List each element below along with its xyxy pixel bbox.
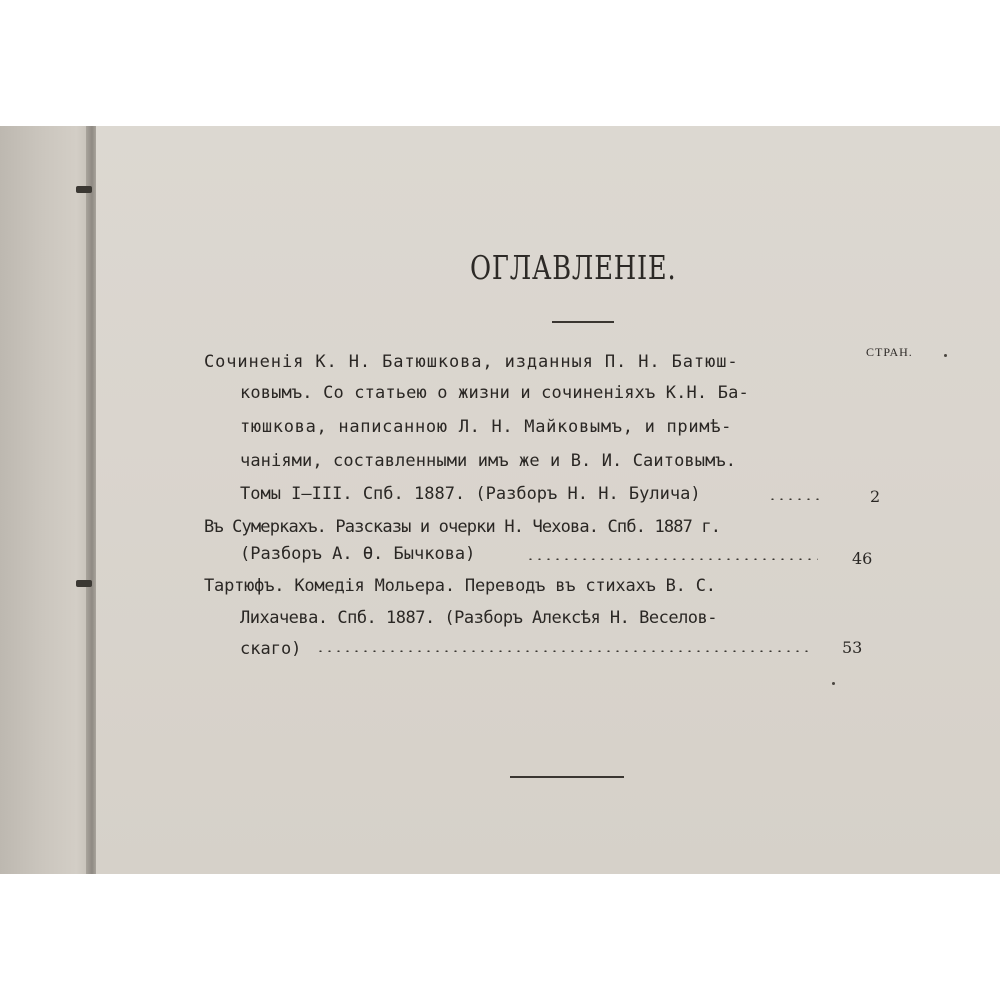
binding-stitch — [76, 186, 92, 193]
paper-speck — [832, 682, 835, 685]
toc-entry-line: Тартюфъ. Комедія Мольера. Переводъ въ стихахъ В. С. — [204, 576, 716, 596]
toc-entry-line: ковымъ. Со статьею о жизни и сочиненіяхъ К.Н. Ба- — [240, 383, 749, 403]
toc-page-number: 53 — [842, 638, 863, 657]
paper-speck — [944, 354, 947, 357]
leader-dots — [316, 650, 812, 652]
left-page-edge — [0, 126, 96, 874]
title-rule — [552, 321, 614, 323]
toc-entry-line: тюшкова, написанною Л. Н. Майковымъ, и примѣ- — [240, 417, 733, 437]
page-title: ОГЛАВЛЕНIЕ. — [470, 248, 677, 287]
leader-dots — [768, 498, 820, 500]
toc-page-number: 2 — [870, 487, 881, 506]
binding-stitch — [76, 580, 92, 587]
toc-entry-line: (Разборъ А. Ѳ. Бычкова) — [240, 544, 476, 564]
toc-entry-line: Лихачева. Спб. 1887. (Разборъ Алексѣя Н. Веселов- — [240, 608, 718, 628]
toc-entry-line: чаніями, составленными имъ же и В. И. Саитовымъ. — [240, 451, 737, 471]
toc-entry-line: Сочиненія К. Н. Батюшкова, изданныя П. Н. Батюш- — [204, 352, 739, 372]
toc-entry-line: скаго) — [240, 639, 302, 659]
toc-entry-line: Въ Сумеркахъ. Разсказы и очерки Н. Чехова. Спб. 1887 г. — [204, 517, 721, 537]
page-column-header: СТРАН. — [866, 345, 913, 359]
end-rule — [510, 776, 624, 778]
leader-dots — [526, 558, 818, 560]
toc-page-number: 46 — [852, 549, 873, 568]
toc-entry-line: Томы I—III. Спб. 1887. (Разборъ Н. Н. Булича) — [240, 484, 701, 504]
